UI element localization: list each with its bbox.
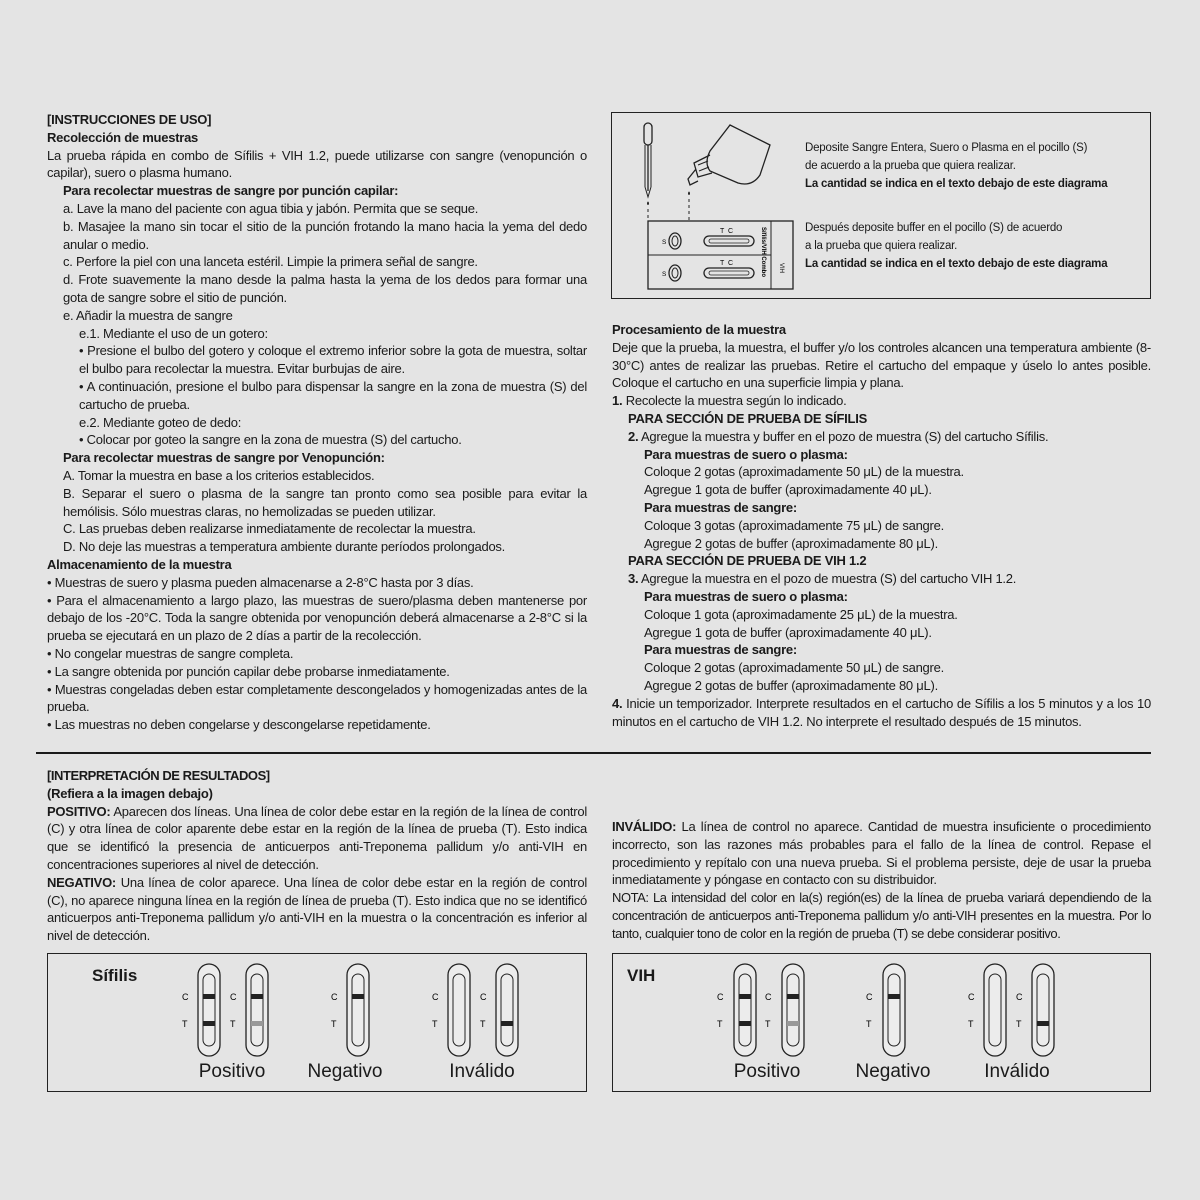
diagram-text-2-line-2: a la prueba que quiera realizar. [805,240,958,253]
t-label: T [968,1019,974,1029]
diagram-text-sample [805,139,1107,194]
venipuncture-title: Para recolectar muestras de sangre por Venopunción: [63,450,385,466]
storage-item-1: • Muestras de suero y plasma pueden almacenarse a 2-8°C hasta por 3 días. [47,574,474,590]
step-4 [612,695,1151,731]
step-2-blood-2: Agregue 2 gotas de buffer (aproximadamente 80 μL). [644,535,938,551]
negative-text: Una línea de color aparece. Una línea de color debe estar en la región de control (C), no aparece ninguna línea en la región de línea de prueba (T). Esto indica que no se identificó anticuerpos anti-Treponema pallidum y/o anti-VIH en la muestra o la concentración es inferior al nivel de detección. [47,874,587,944]
syphilis-positive-faint-cassette [230,964,268,1056]
hiv-positive-faint-cassette [765,964,804,1056]
cassette-c-label-bottom: C [728,260,734,267]
step-2-blood-1: Coloque 3 gotas (aproximadamente 75 μL) de sangre. [644,517,944,533]
t-label: T [182,1019,188,1029]
processing-column [612,321,1151,730]
storage-title: Almacenamiento de la muestra [47,556,232,572]
c-label: C [765,992,772,1002]
instructions-column [47,111,587,734]
capillary-step-e1-bullet-2: • A continuación, presione el bulbo para dispensar la sangre en la zona de muestra (S) del cartucho de prueba. [79,378,587,412]
syphilis-panel-title: Sífilis [92,966,138,985]
interpretation-note: NOTA: La intensidad del color en la(s) región(es) de la línea de prueba variará dependiendo de la concentración de anticuerpos anti-Treponema pallidum y/o anti-VIH presentes en la muestra. Por lo tanto, cualquier tono de color en la región de prueba (T) se debe considerar positivo. [612,890,1151,941]
step-2-number: 2. [628,428,639,444]
veno-step-c: C. Las pruebas deben realizarse inmediatamente de recolectar la muestra. [63,521,476,537]
c-label: C [230,992,237,1002]
collection-title: Recolección de muestras [47,129,199,145]
c-label: C [866,992,873,1002]
invalid-description [612,818,1151,889]
t-label: T [480,1019,486,1029]
veno-step-b: B. Separar el suero o plasma de la sangre tan pronto como sea posible para evitar la hemólisis. Sólo muestras claras, no hemolizadas se pueden utilizar. [63,485,587,519]
step-4-number: 4. [612,695,623,711]
hiv-positive-caption: Positivo [733,1061,801,1082]
syphilis-positive-caption: Positivo [198,1061,266,1082]
step-4-text: Inicie un temporizador. Interprete resultados en el cartucho de Sífilis a los 5 minutos y a los 10 minutos en el cartucho de VIH 1.2. No interprete el resultado después de 15 minutos. [612,695,1151,729]
step-1 [612,392,1151,410]
syphilis-invalid-caption: Inválido [449,1061,515,1082]
capillary-step-e2: e.2. Mediante goteo de dedo: [79,414,242,430]
diagram-text-1-note: La cantidad se indica en el texto debajo de este diagrama [805,178,1108,191]
step-3-blood-title: Para muestras de sangre: [644,642,797,658]
instructions-heading: [INSTRUCCIONES DE USO] [47,112,212,127]
hiv-cassettes [613,954,1152,1093]
c-label: C [1016,992,1023,1002]
step-3-blood-1: Coloque 2 gotas (aproximadamente 50 μL) de sangre. [644,660,944,676]
interpretation-heading: [INTERPRETACIÓN DE RESULTADOS] [47,768,270,783]
hiv-panel-title: VIH [627,966,656,985]
diagram-text-2-line-1: Después deposite buffer en el pocillo (S) de acuerdo [805,222,1063,234]
section-divider [36,752,1151,754]
step-2-blood-title: Para muestras de sangre: [644,499,797,515]
hiv-positive-strong-cassette [717,964,756,1056]
intro-text: La prueba rápida en combo de Sífilis + VIH 1.2, puede utilizarse con sangre (venopunción o capilar), suero o plasma humano. [47,147,587,181]
step-3-text: Agregue la muestra en el pozo de muestra (S) del cartucho VIH 1.2. [638,571,1017,587]
cassette-t-label-top: T [720,228,725,235]
step-2 [612,428,1151,446]
syphilis-section-title: PARA SECCIÓN DE PRUEBA DE SÍFILIS [628,410,868,426]
storage-item-4: • La sangre obtenida por punción capilar debe probarse inmediatamente. [47,663,450,679]
cassette-s-label-bottom: S [662,271,667,278]
step-3-serum-2: Agregue 1 gota de buffer (aproximadamente 40 μL). [644,624,932,640]
syphilis-positive-strong-cassette [182,964,220,1056]
diagram-text-2-note: La cantidad se indica en el texto debajo de este diagrama [805,258,1108,271]
dropper-icon [644,123,652,205]
step-3-serum-1: Coloque 1 gota (aproximadamente 25 μL) de la muestra. [644,606,958,622]
c-label: C [432,992,439,1002]
capillary-step-b: b. Masajee la mano sin tocar el sitio de la punción frotando la mano hacia la yema del dedo anular o medio. [63,218,587,252]
step-3-blood-2: Agregue 2 gotas de buffer (aproximadamente 80 μL). [644,677,938,693]
t-label: T [866,1019,872,1029]
cassette-hiv-label: VIH [778,263,784,274]
buffer-bottle-icon [688,125,770,195]
c-label: C [331,992,338,1002]
syphilis-negative-cassette [331,964,369,1056]
syphilis-invalid-t-only-cassette [480,964,518,1056]
hiv-section-title: PARA SECCIÓN DE PRUEBA DE VIH 1.2 [628,553,867,569]
positive-text: Aparecen dos líneas. Una línea de color debe estar en la región de la línea de control (C) y otra línea de color aparente debe estar en la región de la línea de prueba (T). Esto indica que se identificó la presencia de anticuerpos anti-Treponema pallidum y/o anti-VIH en concentraciones superiores al nivel de detección. [47,803,587,872]
cassette-c-label-top: C [728,228,734,235]
veno-step-d: D. No deje las muestras a temperatura ambiente durante períodos prolongados. [63,539,506,555]
capillary-step-a: a. Lave la mano del paciente con agua tibia y jabón. Permita que se seque. [63,200,479,216]
cassette-name-label: Sífilis/VIH Combo [760,227,766,278]
cassette-illustration [612,113,802,297]
c-label: C [182,992,189,1002]
t-label: T [432,1019,438,1029]
t-label: T [765,1019,771,1029]
syphilis-cassettes [48,954,588,1093]
invalid-label: INVÁLIDO: [612,819,677,834]
interpretation-column-left [47,767,587,945]
invalid-text: La línea de control no aparece. Cantidad de muestra insuficiente o procedimiento incorrecto, son las razones más probables para el fallo de la línea de control. Repase el procedimiento y repítalo con una nueva prueba. Si el problema persiste, deje de usar la prueba inmediatamente y póngase en contacto con su distribuidor. [612,819,1151,888]
capillary-step-e: e. Añadir la muestra de sangre [63,307,233,323]
storage-item-5: • Muestras congeladas deben estar completamente descongelados y homogenizadas antes de la prueba. [47,681,587,715]
hiv-invalid-empty-cassette [968,964,1006,1056]
hiv-invalid-t-only-cassette [1016,964,1054,1056]
capillary-step-e1: e.1. Mediante el uso de un gotero: [79,325,268,341]
processing-intro: Deje que la prueba, la muestra, el buffer y/o los controles alcancen una temperatura ambiente (8-30°C) antes de realizar las pruebas. Retire el cartucho del empaque y úselo lo antes posible. Coloque el cartucho en una superficie limpia y plana. [612,339,1151,391]
capillary-step-d: d. Frote suavemente la mano desde la palma hasta la yema de los dedos para formar una gota de sangre sobre el sitio de punción. [63,272,587,305]
positive-description [47,803,587,874]
procedure-diagram [611,112,1151,299]
hiv-invalid-caption: Inválido [984,1061,1050,1082]
interpretation-subheading: (Refiera a la imagen debajo) [47,785,213,801]
c-label: C [968,992,975,1002]
diagram-text-1-line-2: de acuerdo a la prueba que quiera realizar. [805,160,1016,173]
negative-description [47,874,587,945]
syphilis-results-panel [47,953,587,1092]
step-2-serum-title: Para muestras de suero o plasma: [644,446,848,462]
interpretation-column-right [612,818,1151,943]
step-3 [612,570,1151,588]
processing-title: Procesamiento de la muestra [612,322,786,337]
diagram-text-1-line-1: Deposite Sangre Entera, Suero o Plasma en el pocillo (S) [805,142,1088,154]
hiv-negative-cassette [866,964,905,1056]
capillary-step-c: c. Perfore la piel con una lanceta estéril. Limpie la primera señal de sangre. [63,254,478,270]
syphilis-negative-caption: Negativo [307,1061,383,1082]
storage-item-3: • No congelar muestras de sangre completa. [47,645,294,661]
negative-label: NEGATIVO: [47,874,117,890]
cassette-t-label-bottom: T [720,260,725,267]
hiv-negative-caption: Negativo [855,1061,931,1082]
step-1-number: 1. [612,393,623,409]
storage-item-6: • Las muestras no deben congelarse y descongelarse repetidamente. [47,717,431,733]
capillary-step-e2-bullet-1: • Colocar por goteo la sangre en la zona de muestra (S) del cartucho. [79,432,462,448]
positive-label: POSITIVO: [47,803,111,819]
cassette-s-label-top: S [662,239,667,246]
syphilis-invalid-empty-cassette [432,964,470,1056]
step-3-number: 3. [628,571,639,587]
c-label: C [717,992,724,1002]
veno-step-a: A. Tomar la muestra en base a los criterios establecidos. [63,467,375,483]
t-label: T [1016,1019,1022,1029]
capillary-title: Para recolectar muestras de sangre por punción capilar: [63,183,399,199]
t-label: T [230,1019,236,1029]
diagram-text-buffer [805,219,1107,274]
t-label: T [331,1019,337,1029]
t-label: T [717,1019,723,1029]
step-2-text: Agregue la muestra y buffer en el pozo de muestra (S) del cartucho Sífilis. [638,428,1049,444]
step-2-serum-2: Agregue 1 gota de buffer (aproximadamente 40 μL). [644,482,932,498]
hiv-results-panel [612,953,1151,1092]
capillary-step-e1-bullet-1: • Presione el bulbo del gotero y coloque el extremo inferior sobre la gota de muestra, soltar el bulbo para recolectar la muestra. Evitar burbujas de aire. [79,343,587,377]
c-label: C [480,992,487,1002]
step-1-text: Recolecte la muestra según lo indicado. [622,393,847,409]
step-3-serum-title: Para muestras de suero o plasma: [644,588,848,604]
storage-item-2: • Para el almacenamiento a largo plazo, las muestras de suero/plasma deben mantenerse por debajo de los -20°C. Toda la sangre obtenida por venopunción deberá almacenarse a 2-8°C si la prueba se ejecutará en un plazo de 2 días a partir de la recolección. [47,592,587,644]
step-2-serum-1: Coloque 2 gotas (aproximadamente 50 μL) de la muestra. [644,464,964,480]
